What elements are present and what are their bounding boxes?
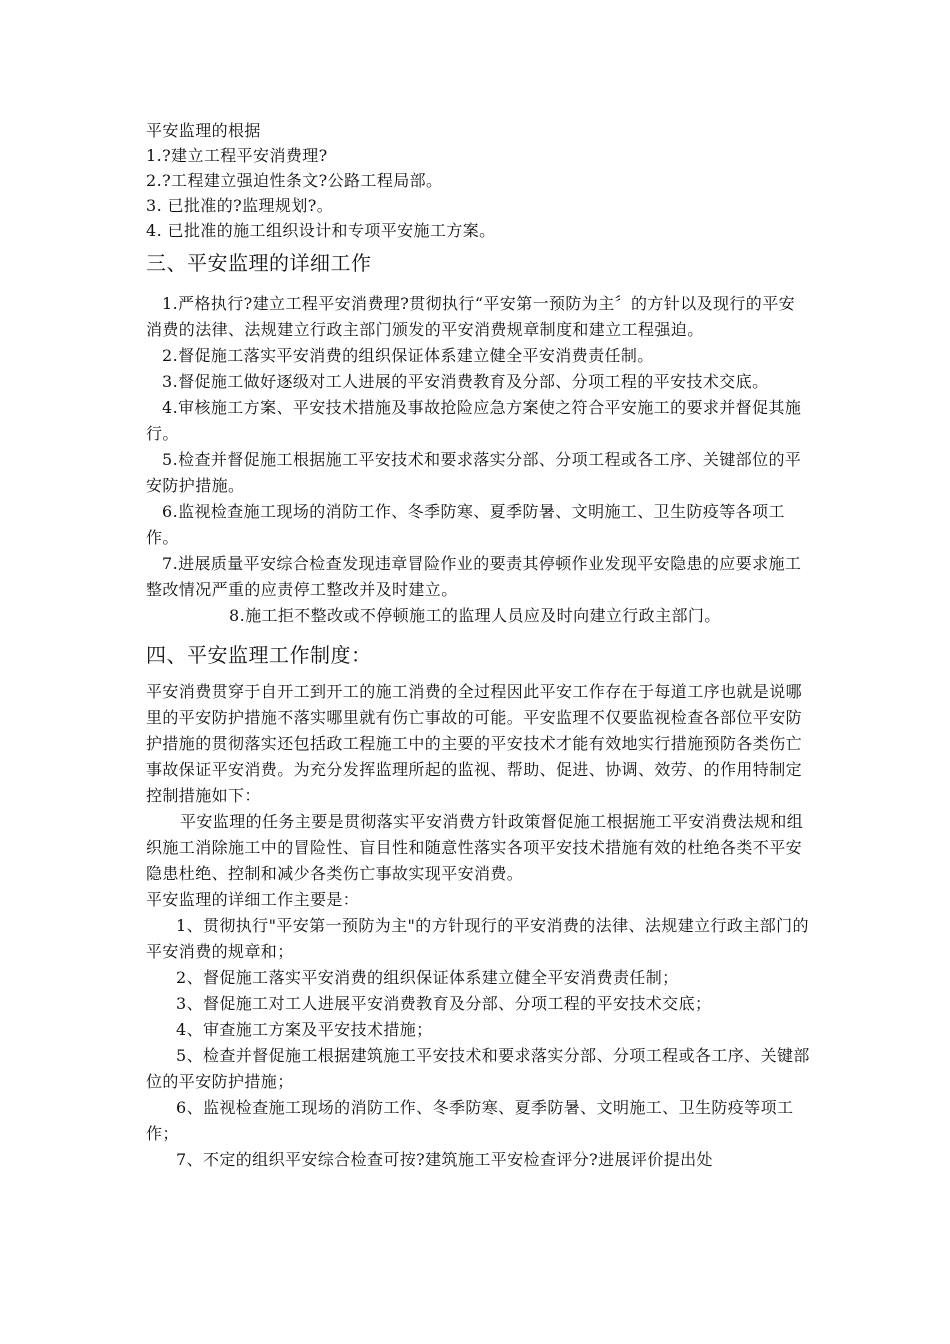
basis-item: 2.?工程建立强迫性条文?公路工程局部。 [146, 171, 443, 190]
detail-item: 4、审查施工方案及平安技术措施； [176, 1020, 433, 1039]
duty-item-text: 2.督促施工落实平安消费的组织保证体系建立健全平安消费责任制。 [162, 346, 654, 365]
duty-item [146, 343, 810, 369]
task-paragraph: 平安监理的任务主要是贯彻落实平安消费方针政策督促施工根据施工平安消费法规和组织施工消除施工中的冒险性、盲目性和随意性落实各项平安技术措施有效的杜绝各类不平安隐患杜绝、控制和减少各类伤亡事故实现平安消费。 [146, 812, 804, 883]
duty-item [146, 499, 810, 551]
detail-item: 1、贯彻执行"平安第一预防为主"的方针现行的平安消费的法律、法规建立行政主部门的平安消费的规章和； [146, 916, 809, 961]
duty-item [146, 447, 810, 499]
system-paragraph: 平安消费贯穿于自开工到开工的施工消费的全过程因此平安工作存在于每道工序也就是说哪里的平安防护措施不落实哪里就有伤亡事故的可能。平安监理不仅要监视检查各部位平安防护措施的贯彻落实还包括政工程施工中的主要的平安技术才能有效地实行措施预防各类伤亡事故保证平安消费。为充分发挥监理所起的监视、帮助、促进、协调、效劳、的作用特制定控制措施如下： [146, 682, 803, 805]
detail-list-title: 平安监理的详细工作主要是： [146, 890, 360, 909]
document-page [146, 118, 810, 1173]
duty-item-text: 1.严格执行?建立工程平安消费理?贯彻执行“平安第一预防为主〞的方针以及现行的平安消费的法律、法规建立行政主部门颁发的平安消费规章制度和建立工程强迫。 [146, 294, 796, 339]
duty-item [146, 551, 810, 603]
duty-item-text: 7.进展质量平安综合检查发现违章冒险作业的要责其停顿作业发现平安隐患的应要求施工整改情况严重的应责停工整改并及时建立。 [146, 554, 802, 599]
duty-item-text: 3.督促施工做好逐级对工人进展的平安消费教育及分部、分项工程的平安技术交底。 [162, 372, 769, 391]
duty-item [146, 369, 810, 395]
detail-item: 6、监视检查施工现场的消防工作、冬季防寒、夏季防暑、文明施工、卫生防疫等项工作； [146, 1098, 794, 1143]
basis-title: 平安监理的根据 [146, 121, 261, 140]
basis-item: 4. 已批准的施工组织设计和专项平安施工方案。 [146, 221, 496, 240]
section-four-heading: 四、平安监理工作制度： [146, 643, 372, 667]
detail-item: 3、督促施工对工人进展平安消费教育及分部、分项工程的平安技术交底； [176, 994, 712, 1013]
duty-item [146, 395, 810, 447]
section-three-heading: 三、平安监理的详细工作 [146, 251, 372, 275]
duty-item [146, 291, 810, 343]
detail-item: 7、不定的组织平安综合检查可按?建筑施工平安检查评分?进展评价提出处 [176, 1150, 713, 1169]
basis-item: 1.?建立工程平安消费理? [146, 146, 328, 165]
duty-item-text: 4.审核施工方案、平安技术措施及事故抢险应急方案使之符合平安施工的要求并督促其施行。 [146, 398, 802, 443]
duty-item-text: 6.监视检查施工现场的消防工作、冬季防寒、夏季防暑、文明施工、卫生防疫等各项工作。 [146, 502, 785, 547]
duty-item-text: 5.检查并督促施工根据施工平安技术和要求落实分部、分项工程或各工序、关键部位的平安防护措施。 [146, 450, 802, 495]
detail-item: 2、督促施工落实平安消费的组织保证体系建立健全平安消费责任制； [176, 968, 679, 987]
detail-item: 5、检查并督促施工根据建筑施工平安技术和要求落实分部、分项工程或各工序、关键部位的平安防护措施； [146, 1046, 810, 1091]
duty-item [146, 603, 810, 629]
duty-item-text: 8.施工拒不整改或不停顿施工的监理人员应及时向建立行政主部门。 [229, 606, 721, 625]
basis-item: 3. 已批准的?监理规划?。 [146, 196, 334, 215]
